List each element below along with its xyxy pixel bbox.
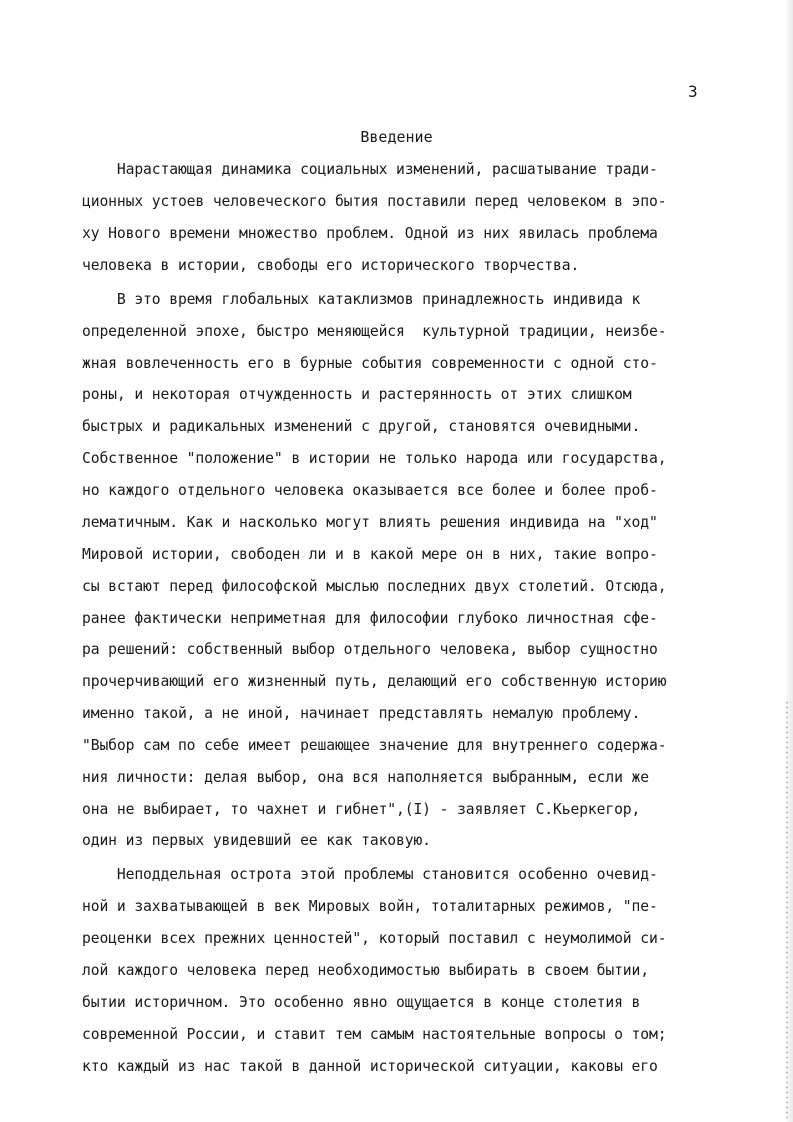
text-line: В это время глобальных катаклизмов принадлежность индивида к (82, 291, 641, 308)
text-line: реоценки всех прежних ценностей", который поставил с неумолимой си- (82, 930, 667, 947)
text-line: определенной эпохе, быстро меняющейся культурной традиции, неизбе- (82, 323, 667, 340)
text-line: именно такой, а не иной, начинает представлять немалую проблему. (82, 705, 641, 722)
text-line: ния личности: делая выбор, она вся наполняется выбранным, если же (82, 769, 649, 786)
text-line: ху Нового времени множество проблем. Одной из них явилась проблема (82, 225, 658, 242)
text-line: ранее фактически неприметная для философии глубоко личностная сфе- (82, 610, 658, 627)
text-line: Нарастающая динамика социальных изменений, расшатывание тради- (82, 161, 658, 178)
text-line: быстрых и радикальных изменений с другой, становятся очевидными. (82, 418, 641, 435)
text-line: один из первых увидевший ее как таковую. (82, 832, 431, 849)
text-line: лематичным. Как и насколько могут влиять решения индивида на "ход" (82, 514, 658, 531)
text-line: ционных устоев человеческого бытия поставили перед человеком в эпо- (82, 193, 667, 210)
text-line: лой каждого человека перед необходимостью выбирать в своем бытии, (82, 962, 649, 979)
text-line: Мировой истории, свободен ли и в какой мере он в них, такие вопро- (82, 546, 658, 563)
text-line: человека в истории, свободы его исторического творчества. (82, 257, 580, 274)
text-line: она не выбирает, то чахнет и гибнет",(I) - заявляет С.Кьеркегор, (82, 801, 641, 818)
text-line: но каждого отдельного человека оказывается все более и более проб- (82, 482, 658, 499)
text-line: Собственное "положение" в истории не только народа или государства, (82, 450, 667, 467)
text-line: кто каждый из нас такой в данной исторической ситуации, каковы его (82, 1058, 658, 1075)
text-line: сы встают перед философской мыслью последних двух столетий. Отсюда, (82, 578, 667, 595)
text-line: Неподдельная острота этой проблемы становится особенно очевид- (82, 866, 658, 883)
text-line: бытии историчном. Это особенно явно ощущается в конце столетия в (82, 994, 641, 1011)
section-heading: Введение (360, 128, 433, 146)
text-line: жная вовлеченность его в бурные события современности с одной сто- (82, 355, 658, 372)
page-number: 3 (688, 82, 698, 101)
text-line: ной и захватывающей в век Мировых войн, тоталитарных режимов, "пе- (82, 898, 658, 915)
text-line: роны, и некоторая отчужденность и растерянность от этих слишком (82, 386, 632, 403)
text-line: ра решений: собственный выбор отдельного человека, выбор сущностно (82, 641, 658, 658)
text-line: "Выбор сам по себе имеет решающее значение для внутреннего содержа- (82, 737, 667, 754)
text-line: прочерчивающий его жизненный путь, делающий его собственную историю (82, 673, 667, 690)
scan-edge-dots (786, 700, 788, 1120)
text-line: современной России, и ставит тем самым настоятельные вопросы о том; (82, 1026, 667, 1043)
